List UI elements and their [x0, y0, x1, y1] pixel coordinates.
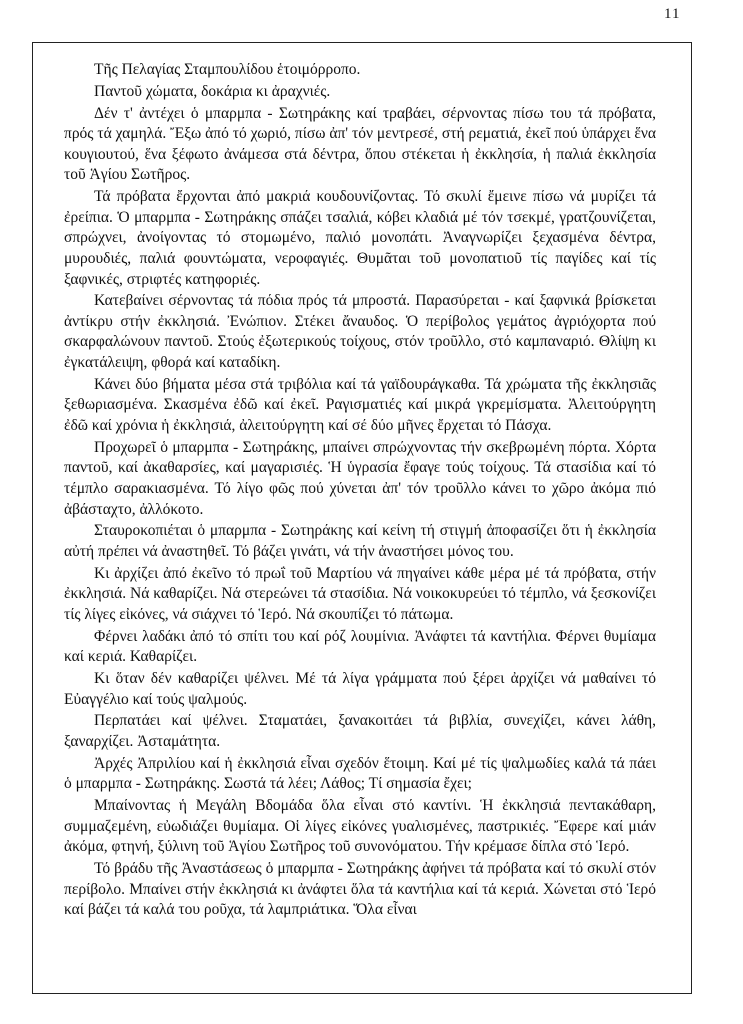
paragraph: Τό βράδυ τῆς Ἀναστάσεως ὁ μπαρμπα - Σωτηράκης ἀφήνει τά πρόβατα καί τό σκυλί στόν περίβολο. Μπαίνει στήν ἐκκλησιά κι ἀνάφτει ὅλα τά καντήλια καί τά κεριά. Χώνεται στό Ἱερό καί βάζει τά καλά του ροῦχα, τά λαμπριάτικα. Ὅλα εἶναι [64, 860, 656, 919]
paragraph: Δέν τ' ἀντέχει ὁ μπαρμπα - Σωτηράκης καί τραβάει, σέρνοντας πίσω του τά πρόβατα, πρός τά χαμηλά. Ἔξω ἀπό τό χωριό, πίσω ἀπ' τόν μεντρεσέ, στή ρεματιά, ἐκεῖ πού ὑπάρχει ἕνα κουγιουτού, ἕνα ξέφωτο ἀνάμεσα στά δέντρα, ὅπου στέκεται ἡ ἐκκλησία, ἡ παλιά ἐκκλησία τοῦ Ἁγίου Σωτῆρος. [64, 104, 656, 184]
paragraph: Μπαίνοντας ἡ Μεγάλη Βδομάδα ὅλα εἶναι στό καντίνι. Ἡ ἐκκλησιά πεντακάθαρη, συμμαζεμένη, εὐωδιάζει θυμίαμα. Οἱ λίγες εἰκόνες γυαλισμένες, παστρικιές. Ἔφερε καί μιάν ἀκόμα, φτηνή, ξύλινη τοῦ Ἁγίου Σωτῆρος τοῦ συνονόματου. Τήν κρέμασε δίπλα στό Ἱερό. [64, 797, 656, 856]
page-number: 11 [664, 6, 681, 22]
paragraph: Περπατάει καί ψέλνει. Σταματάει, ξανακοιτάει τά βιβλία, συνεχίζει, κάνει λάθη, ξαναρχίζει. Ἀσταμάτητα. [64, 712, 656, 751]
paragraph: Κάνει δύο βήματα μέσα στά τριβόλια καί τά γαϊδουράγκαθα. Τά χρώματα τῆς ἐκκλησιᾶς ξεθωριασμένα. Σκασμένα ἐδῶ καί ἐκεῖ. Ραγισματιές καί μικρά γκρεμίσματα. Ἀλειτούργητη ἐδῶ καί χρόνια ἡ ἐκκλησιά, ἀλειτούργητη καί σέ δύο μῆνες ἔρχεται τό Πάσχα. [64, 375, 656, 435]
paragraph: Προχωρεῖ ὁ μπαρμπα - Σωτηράκης, μπαίνει σπρώχνοντας τήν σκεβρωμένη πόρτα. Χόρτα παντοῦ, καί ἀκαθαρσίες, καί μαγαρισιές. Ἡ ὑγρασία ἔφαγε τούς τοίχους. Τά στασίδια καί τό τέμπλο σαρακιασμένα. Τό λίγο φῶς πού χύνεται ἀπ' τόν τροῦλλο κάνει το χῶρο ἀκόμα πιό ἀβάσταχτο, ἀλλόκοτο. [64, 438, 656, 518]
body-text [64, 60, 656, 922]
paragraph: Τῆς Πελαγίας Σταμπουλίδου ἑτοιμόρροπο. [94, 61, 361, 78]
paragraph: Κι ὅταν δέν καθαρίζει ψέλνει. Μέ τά λίγα γράμματα πού ξέρει ἀρχίζει νά μαθαίνει τό Εὐαγγέλιο καί τούς ψαλμούς. [64, 670, 656, 708]
paragraph: Κατεβαίνει σέρνοντας τά πόδια πρός τά μπροστά. Παρασύρεται - καί ξαφνικά βρίσκεται ἀντίκρυ στήν ἐκκλησιά. Ἐνώπιον. Στέκει ἄναυδος. Ὁ περίβολος γεμάτος ἀγριόχορτα πού σκαρφαλώνουν παντοῦ. Στούς ἐξωτερικούς τοίχους, στόν τροῦλλο, στό καμπαναριό. Θλίψη κι ἐγκατάλειψη, φθορά καί καταδίκη. [64, 292, 656, 372]
paragraph: Τά πρόβατα ἔρχονται ἀπό μακριά κουδουνίζοντας. Τό σκυλί ἔμεινε πίσω νά μυρίζει τά ἐρείπια. Ὁ μπαρμπα - Σωτηράκης σπάζει τσαλιά, κόβει κλαδιά μέ τόν τσεκμέ, γρατζουνίζεται, σπρώχνει, ἀνοίγοντας τό στομωμένο, παλιό μονοπάτι. Ἀναγνωρίζει ξεχασμένα δέντρα, μυρουδιές, παλιά φουντώματα, νεροφαγιές. Θυμᾶται τοῦ μονοπατιοῦ τίς παγίδες καί τίς ξαφνικές, στριφτές κατηφοριές. [64, 188, 656, 288]
paragraph: Κι ἀρχίζει ἀπό ἐκεῖνο τό πρωΐ τοῦ Μαρτίου νά πηγαίνει κάθε μέρα μέ τά πρόβατα, στήν ἐκκλησιά. Νά καθαρίζει. Νά στερεώνει τά στασίδια. Νά νοικοκυρεύει τό τέμπλο, νά ξεσκονίζει τίς λίγες εἰκόνες, νά σιάχνει τό Ἱερό. Νά σκουπίζει τό πάτωμα. [64, 564, 656, 623]
paragraph: Φέρνει λαδάκι ἀπό τό σπίτι του καί ρόζ λουμίνια. Ἀνάφτει τά καντήλια. Φέρνει θυμίαμα καί κεριά. Καθαρίζει. [64, 627, 656, 666]
paragraph: Σταυροκοπιέται ὁ μπαρμπα - Σωτηράκης καί κείνη τή στιγμή ἀποφασίζει ὅτι ἡ ἐκκλησία αὐτή πρέπει νά ἀναστηθεῖ. Τό βάζει γινάτι, νά τήν ἀναστήσει μόνος του. [64, 522, 656, 560]
paragraph: Παντοῦ χώματα, δοκάρια κι ἀραχνιές. [94, 82, 331, 100]
paragraph: Ἀρχές Ἀπριλίου καί ἡ ἐκκλησιά εἶναι σχεδόν ἕτοιμη. Καί μέ τίς ψαλμωδίες καλά τά πάει ὁ μπαρμπα - Σωτηράκης. Σωστά τά λέει; Λάθος; Τί σημασία ἔχει; [64, 754, 656, 793]
